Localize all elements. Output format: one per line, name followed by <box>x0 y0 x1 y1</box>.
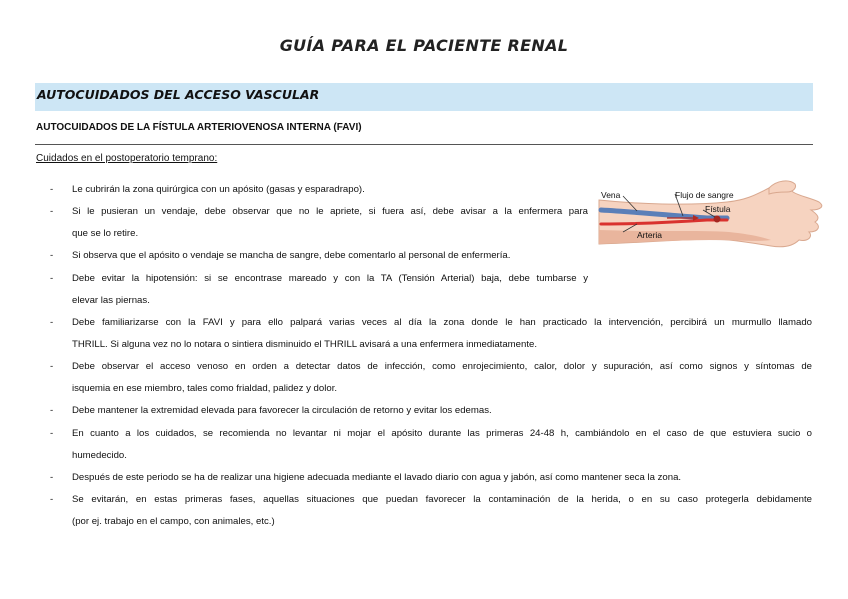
section-header <box>35 83 813 111</box>
list-item-text: Si le pusieran un vendaje, debe observar que no le apriete, si fuera así, debe avisar a la enfermera para <box>72 206 588 217</box>
subsection-title: AUTOCUIDADOS DE LA FÍSTULA ARTERIOVENOSA INTERNA (FAVI) <box>36 122 362 133</box>
list-item-text: Debe observar el acceso venoso en orden a detectar datos de infección, como enrojecimiento, calor, dolor y supuración, así como signos y síntomas de <box>72 361 812 372</box>
list-item-text: THRILL. Si alguna vez no lo notara o sintiera disminuido el THRILL avisará a una enfermera inmediatamente. <box>72 339 538 350</box>
bullet-dash: - <box>50 494 54 505</box>
label-fistula: Fístula <box>705 204 731 214</box>
bullet-dash: - <box>50 405 54 416</box>
bullet-dash: - <box>50 317 54 328</box>
list-item-text: Debe evitar la hipotensión: si se encontrase mareado y con la TA (Tensión Arterial) baja, debe tumbarse y <box>72 273 588 284</box>
label-flujo: Flujo de sangre <box>675 190 734 200</box>
list-item-text: Le cubrirán la zona quirúrgica con un apósito (gasas y esparadrapo). <box>72 184 365 195</box>
bullet-dash: - <box>50 250 54 261</box>
bullet-dash: - <box>50 184 54 195</box>
list-item-text: Se evitarán, en estas primeras fases, aquellas situaciones que puedan favorecer la contaminación de la herida, o en su caso protegerla debidamente <box>72 494 812 505</box>
label-arteria: Arteria <box>637 230 663 240</box>
page-title: GUÍA PARA EL PACIENTE RENAL <box>279 36 569 55</box>
section-title: AUTOCUIDADOS DEL ACCESO VASCULAR <box>37 87 320 102</box>
list-item-text: Si observa que el apósito o vendaje se mancha de sangre, debe comentarlo al personal de enfermería. <box>72 250 511 261</box>
arm-fistula-icon <box>597 180 825 262</box>
arm-fistula-figure <box>597 180 825 262</box>
label-vena: Vena <box>601 190 621 200</box>
bullet-dash: - <box>50 472 54 483</box>
bullet-dash: - <box>50 428 54 439</box>
list-item-text: humedecido. <box>72 450 127 461</box>
list-item-text: que se lo retire. <box>72 228 139 239</box>
care-heading: Cuidados en el postoperatorio temprano: <box>36 153 218 164</box>
bullet-dash: - <box>50 273 54 284</box>
list-item-text: Debe familiarizarse con la FAVI y para ello palpará varias veces al día la zona donde le han practicado la intervención, percibirá un murmullo llamado <box>72 317 812 328</box>
list-item-text: Después de este periodo se ha de realizar una higiene adecuada mediante el lavado diario con agua y jabón, así como mantener seca la zona. <box>72 472 682 483</box>
list-item-text: Debe mantener la extremidad elevada para favorecer la circulación de retorno y evitar los edemas. <box>72 405 492 416</box>
divider <box>35 144 813 145</box>
list-item-text: elevar las piernas. <box>72 295 150 306</box>
bullet-dash: - <box>50 206 54 217</box>
list-item-text: En cuanto a los cuidados, se recomienda no levantar ni mojar el apósito durante las primeras 24-48 h, cambiándolo en el caso de que estuviera sucio o <box>72 428 812 439</box>
list-item-text: (por ej. trabajo en el campo, con animales, etc.) <box>72 516 275 527</box>
bullet-dash: - <box>50 361 54 372</box>
list-item-text: isquemia en ese miembro, tales como frialdad, palidez y dolor. <box>72 383 338 394</box>
